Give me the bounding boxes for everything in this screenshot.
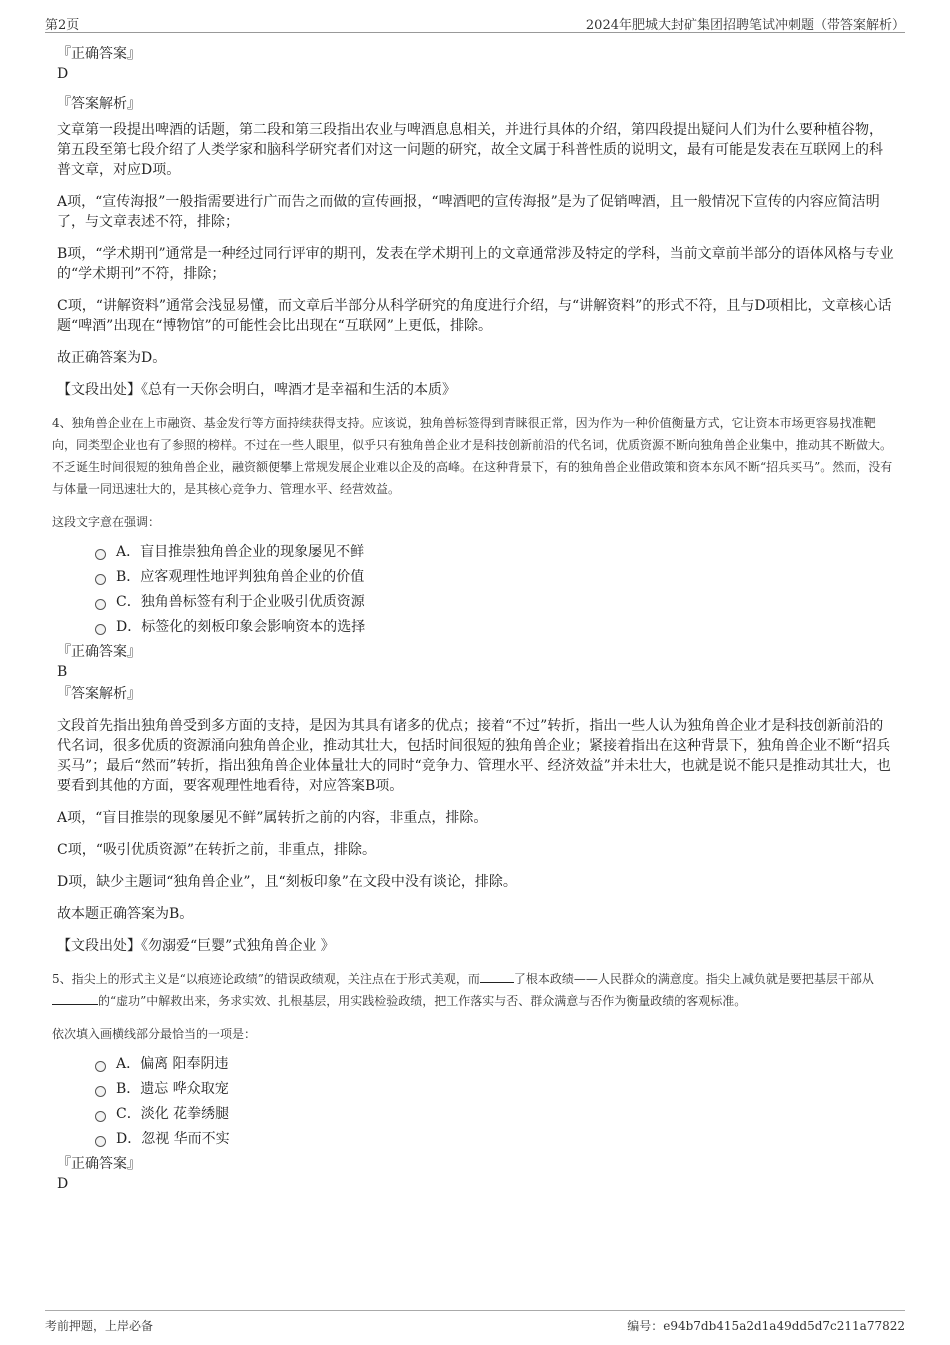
analysis-paragraph: C项，“讲解资料”通常会浅显易懂，而文章后半部分从科学研究的角度进行介绍，与“讲解资料”的形式不符，且与D项相比，文章核心话题“啤酒”出现在“博物馆”的可能性会比出现在“互联网”上更低，排除。 — [57, 298, 892, 334]
question-5-text: 5、指尖上的形式主义是“以痕迹论政绩”的错误政绩观，关注点在于形式美观，而 了根本政绩——人民群众的满意度。指尖上减负就是要把基层干部从的“虚功”中解救出来，务求实效、扎根基层，用实践检验政绩，把工作落实与否、群众满意与否作为衡量政绩的客观标准。 — [52, 968, 895, 1012]
question-5-options — [95, 1054, 895, 1149]
page-footer — [45, 1310, 905, 1335]
question-4-text: 4、独角兽企业在上市融资、基金发行等方面持续获得支持。应该说，独角兽标签得到青睐很正常，因为作为一种价值衡量方式，它让资本市场更容易找准靶向，同类型企业也有了参照的榜样。不过在一些人眼里，似乎只有独角兽企业才是科技创新前沿的代名词，优质资源不断向独角兽企业集中，推动其不断做大。不乏诞生时间很短的独角兽企业，融资额便攀上常规发展企业难以企及的高峰。在这种背景下，有的独角兽企业借政策和资本东风不断“招兵买马”。然而，没有与体量一同迅速壮大的，是其核心竞争力、管理水平、经营效益。 — [52, 416, 893, 496]
option-b[interactable]: B．遗忘 哗众取宠 — [95, 1079, 895, 1099]
radio-icon[interactable] — [95, 574, 106, 585]
analysis-paragraph: B项，“学术期刊”通常是一种经过同行评审的期刊，发表在学术期刊上的文章通常涉及特定的学科，当前文章前半部分的语体风格与专业的“学术期刊”不符，排除； — [57, 246, 894, 282]
document-title: 2024年肥城大封矿集团招聘笔试冲刺题（带答案解析） — [585, 18, 905, 33]
analysis-label: 『答案解析』 — [57, 96, 141, 112]
correct-answer-label: 『正确答案』 — [57, 1156, 141, 1172]
correct-answer-value: B — [57, 664, 68, 680]
radio-icon[interactable] — [95, 1061, 106, 1072]
analysis-paragraph: A项，“盲目推崇的现象屡见不鲜”属转折之前的内容，非重点，排除。 — [57, 810, 488, 826]
question-4-options — [95, 542, 895, 637]
radio-icon[interactable] — [95, 1111, 106, 1122]
correct-answer-value: D — [57, 66, 69, 82]
source-citation: 【文段出处】《勿溺爱“巨婴”式独角兽企业 》 — [57, 938, 335, 954]
page-header — [45, 12, 905, 33]
question-4-prompt: 这段文字意在强调： — [52, 515, 161, 529]
option-d[interactable]: D．忽视 华而不实 — [95, 1129, 895, 1149]
analysis-paragraph: 故正确答案为D。 — [57, 350, 167, 366]
radio-icon[interactable] — [95, 549, 106, 560]
footer-slogan: 考前押题，上岸必备 — [45, 1319, 154, 1333]
analysis-paragraph: 文段首先指出独角兽受到多方面的支持，是因为其具有诸多的优点；接着“不过”转折，指出一些人认为独角兽企业才是科技创新前沿的代名词，很多优质的资源涌向独角兽企业，推动其壮大，包括时间很短的独角兽企业；紧接着指出在这种背景下，独角兽企业不断“招兵买马”；最后“然而”转折，指出独角兽企业体量壮大的同时“竞争力、管理水平、经济效益”并未壮大，也就是说不能只是推动其壮大，也要看到其他的方面，要客观理性地看待，对应答案B项。 — [57, 718, 891, 794]
fill-blank-2 — [52, 991, 98, 1005]
option-c[interactable]: C．淡化 花拳绣腿 — [95, 1104, 895, 1124]
correct-answer-label: 『正确答案』 — [57, 644, 141, 660]
source-citation: 【文段出处】《总有一天你会明白，啤酒才是幸福和生活的本质》 — [57, 382, 456, 398]
radio-icon[interactable] — [95, 1086, 106, 1097]
document-body — [52, 44, 895, 1194]
radio-icon[interactable] — [95, 624, 106, 635]
radio-icon[interactable] — [95, 599, 106, 610]
option-c[interactable]: C．独角兽标签有利于企业吸引优质资源 — [95, 592, 895, 612]
option-b[interactable]: B．应客观理性地评判独角兽企业的价值 — [95, 567, 895, 587]
question-5-prompt: 依次填入画横线部分最恰当的一项是： — [52, 1027, 257, 1041]
analysis-paragraph: 故本题正确答案为B。 — [57, 906, 194, 922]
fill-blank-1 — [480, 969, 514, 983]
analysis-paragraph: C项，“吸引优质资源”在转折之前，非重点，排除。 — [57, 842, 377, 858]
radio-icon[interactable] — [95, 1136, 106, 1147]
correct-answer-value: D — [57, 1176, 69, 1192]
page-number: 第2页 — [45, 18, 80, 33]
document-id: 编号：e94b7db415a2d1a49dd5d7c211a77822 — [627, 1319, 905, 1333]
analysis-paragraph: 文章第一段提出啤酒的话题，第二段和第三段指出农业与啤酒息息相关，并进行具体的介绍，第四段提出疑问人们为什么要种植谷物，第五段至第七段介绍了人类学家和脑科学研究者们对这一问题的研究，故全文属于科普性质的说明文，最有可能是发表在互联网上的科普文章，对应D项。 — [57, 122, 883, 178]
analysis-paragraph: A项，“宣传海报”一般指需要进行广而告之而做的宣传画报，“啤酒吧的宣传海报”是为了促销啤酒，且一般情况下宣传的内容应简洁明了，与文章表述不符，排除； — [57, 194, 880, 230]
analysis-paragraph: D项，缺少主题词“独角兽企业”，且“刻板印象”在文段中没有谈论，排除。 — [57, 874, 517, 890]
option-a[interactable]: A．盲目推崇独角兽企业的现象屡见不鲜 — [95, 542, 895, 562]
correct-answer-label: 『正确答案』 — [57, 46, 141, 62]
analysis-label: 『答案解析』 — [57, 686, 141, 702]
option-a[interactable]: A．偏离 阳奉阴违 — [95, 1054, 895, 1074]
option-d[interactable]: D．标签化的刻板印象会影响资本的选择 — [95, 617, 895, 637]
